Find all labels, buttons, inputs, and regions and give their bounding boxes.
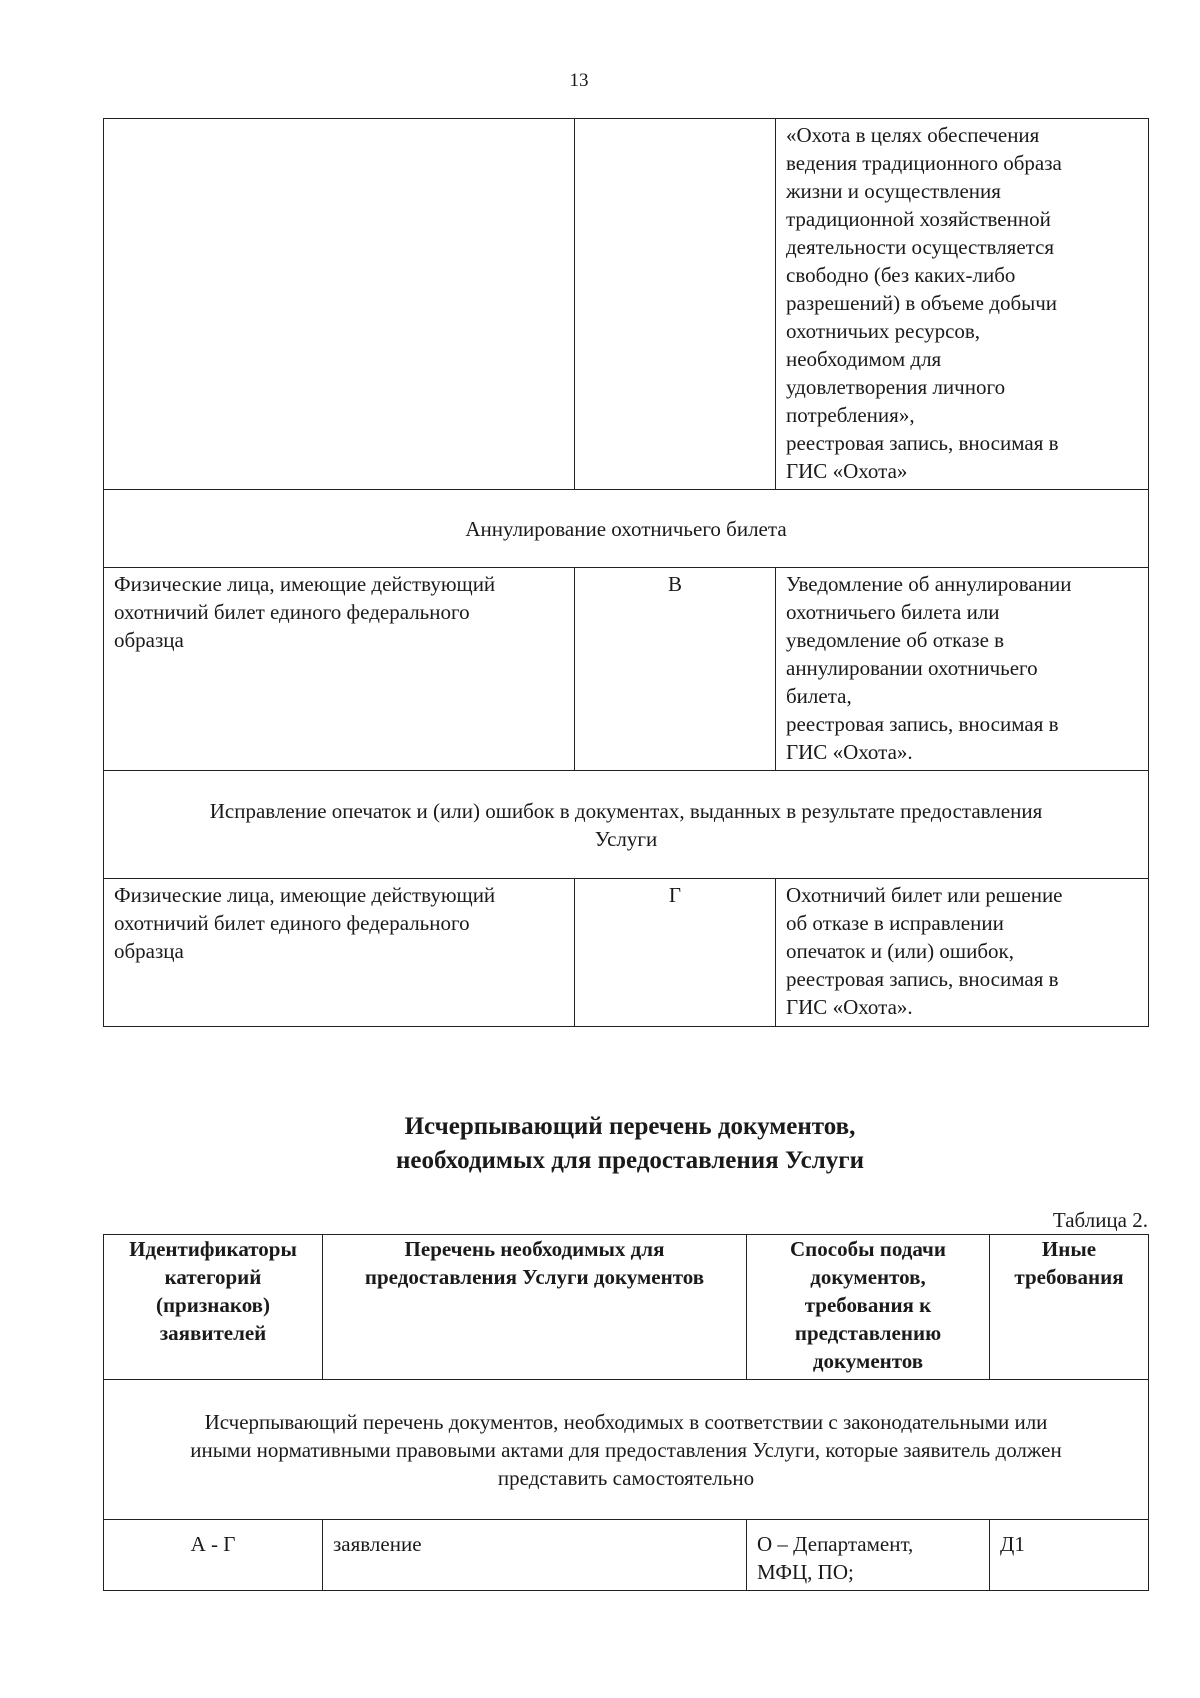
table-header-row bbox=[104, 1235, 1149, 1380]
table-row bbox=[104, 879, 1149, 1027]
section-title: Исчерпывающий перечень документов, необходимых в соответствии с законодательными или иными нормативными правовыми актами для предоставления Услуги, которые заявитель должен представить самостоятельно bbox=[104, 1380, 1149, 1520]
document-cell: заявление bbox=[323, 1520, 747, 1591]
applicant-ids-cell: А - Г bbox=[104, 1520, 323, 1591]
section-heading: Исчерпывающий перечень документов, необходимых для предоставления Услуги bbox=[396, 1113, 864, 1174]
applicants-cell: Физические лица, имеющие действующий охотничий билет единого федерального образца bbox=[104, 568, 575, 771]
table-row bbox=[104, 568, 1149, 771]
table-label: Таблица 2. bbox=[1052, 1208, 1148, 1232]
applicants-cell bbox=[104, 119, 575, 490]
code-cell bbox=[575, 119, 776, 490]
section-title: Аннулирование охотничьего билета bbox=[104, 490, 1149, 568]
result-cell: Уведомление об аннулировании охотничьего билета или уведомление об отказе в аннулировании охотничьего билета, реестровая запись, вносимая в ГИС «Охота». bbox=[776, 568, 1149, 771]
table-row bbox=[104, 1520, 1149, 1591]
services-results-table bbox=[103, 118, 1149, 1027]
code-cell: В bbox=[575, 568, 776, 771]
submission-methods-cell: О – Департамент, МФЦ, ПО; bbox=[747, 1520, 990, 1591]
table-row bbox=[104, 119, 1149, 490]
header-submission-methods: Способы подачи документов, требования к представлению документов bbox=[747, 1235, 990, 1380]
documents-table bbox=[103, 1234, 1149, 1591]
applicants-cell: Физические лица, имеющие действующий охотничий билет единого федерального образца bbox=[104, 879, 575, 1027]
section-header-row bbox=[104, 1380, 1149, 1520]
header-applicant-ids: Идентификаторы категорий (признаков) заявителей bbox=[104, 1235, 323, 1380]
header-documents-list: Перечень необходимых для предоставления Услуги документов bbox=[323, 1235, 747, 1380]
code-cell: Г bbox=[575, 879, 776, 1027]
result-cell: Охотничий билет или решение об отказе в исправлении опечаток и (или) ошибок, реестровая запись, вносимая в ГИС «Охота». bbox=[776, 879, 1149, 1027]
section-title: Исправление опечаток и (или) ошибок в документах, выданных в результате предоставления Услуги bbox=[104, 771, 1149, 879]
page-number: 13 bbox=[569, 70, 589, 91]
header-other-requirements: Иные требования bbox=[990, 1235, 1149, 1380]
other-requirements-cell: Д1 bbox=[990, 1520, 1149, 1591]
result-cell: «Охота в целях обеспечения ведения традиционного образа жизни и осуществления традиционной хозяйственной деятельности осуществляется свободно (без каких-либо разрешений) в объеме добычи охотничьих ресурсов, необходимом для удовлетворения личного потребления», реестровая запись, вносимая в ГИС «Охота» bbox=[776, 119, 1149, 490]
section-header-row bbox=[104, 771, 1149, 879]
section-header-row bbox=[104, 490, 1149, 568]
